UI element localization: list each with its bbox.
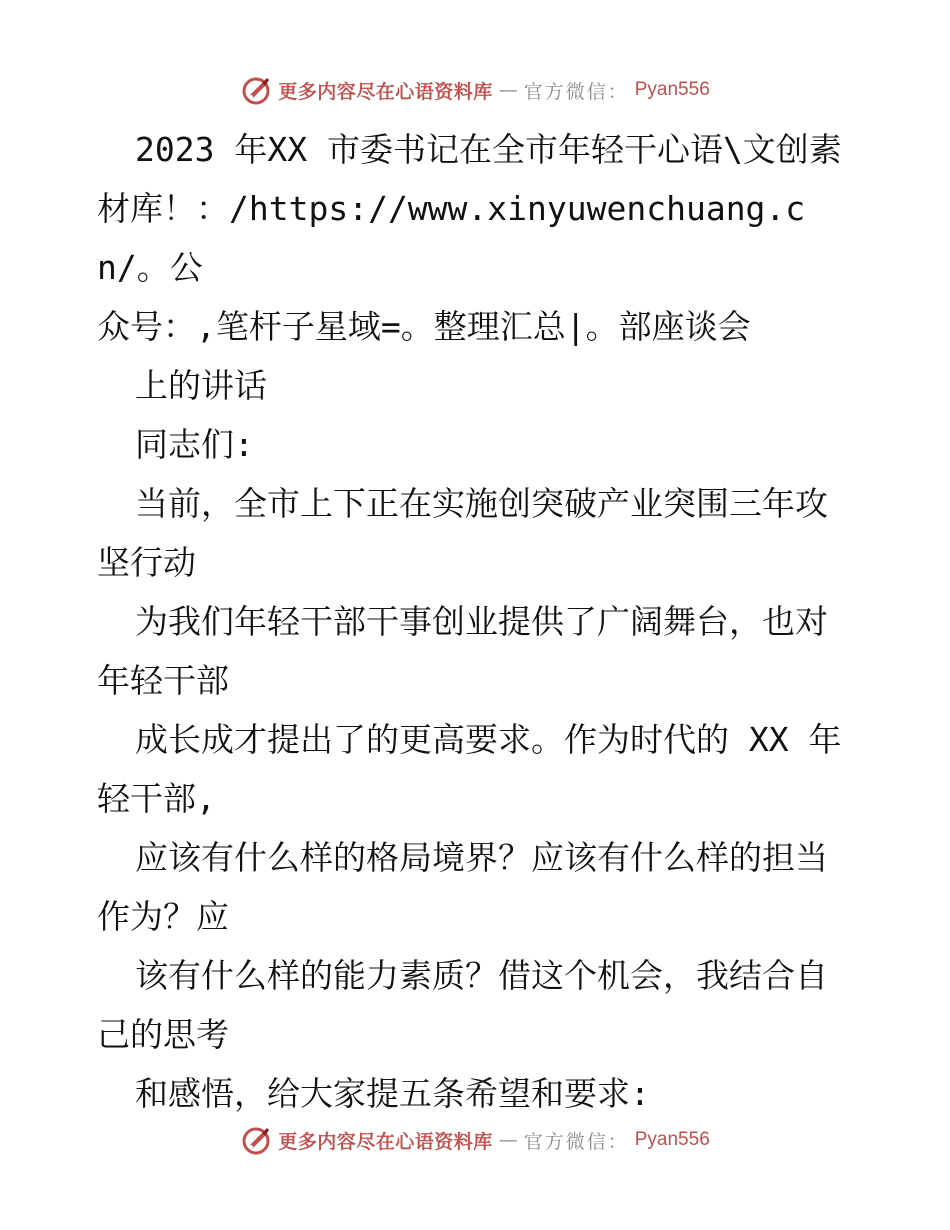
banner-wechat-handle: Pyan556: [634, 1129, 710, 1150]
paragraph-4-line-b: 作为？应: [97, 897, 229, 936]
banner-slogan: 更多内容尽在心语资料库: [278, 80, 493, 103]
banner-official-label: 官方微信：: [523, 80, 629, 103]
paragraph-3: [97, 710, 857, 828]
paragraph-1-line-a: 当前，全市上下正在实施创突破产业突围三年攻: [135, 484, 828, 523]
paragraph-4-line-a: 应该有什么样的格局境界？应该有什么样的担当: [135, 838, 828, 877]
title-line-2: 材库！：/https://www.xinyuwenchuang.cn/。公: [97, 189, 806, 287]
banner-dash: —: [498, 79, 518, 101]
paragraph-6: 和感悟，给大家提五条希望和要求:: [135, 1074, 650, 1113]
header-banner: [0, 70, 950, 110]
paragraph-3-line-a: 成长成才提出了的更高要求。作为时代的 XX 年: [135, 720, 842, 759]
paragraph-5-line-a: 该有什么样的能力素质？借这个机会，我结合自: [135, 956, 828, 995]
paragraph-2-line-b: 年轻干部: [97, 661, 229, 700]
paragraph-1: [97, 474, 857, 592]
banner-official-label: 官方微信：: [523, 1130, 629, 1153]
paragraph-3-line-b: 轻干部,: [97, 779, 216, 818]
banner-dash: —: [498, 1129, 518, 1151]
document-body: [97, 120, 857, 1123]
brand-logo-icon: [240, 74, 272, 106]
banner-wechat-handle: Pyan556: [634, 79, 710, 100]
paragraph-2-line-a: 为我们年轻干部干事创业提供了广阔舞台，也对: [135, 602, 828, 641]
salutation: 同志们:: [135, 425, 254, 464]
title-line-1: 2023 年XX 市委书记在全市年轻干心语\文创素: [135, 130, 842, 169]
paragraph-5-line-b: 己的思考: [97, 1015, 229, 1054]
paragraph-2: [97, 592, 857, 710]
paragraph-4: [97, 828, 857, 946]
title-line-3: 众号：,笔杆子星域=。整理汇总|。部座谈会: [97, 307, 751, 346]
paragraph-5: [97, 946, 857, 1064]
document-title: [97, 120, 857, 356]
title-tail: 上的讲话: [135, 366, 267, 405]
paragraph-1-line-b: 坚行动: [97, 543, 196, 582]
footer-banner: [0, 1120, 950, 1160]
banner-slogan: 更多内容尽在心语资料库: [278, 1130, 493, 1153]
brand-logo-icon: [240, 1124, 272, 1156]
